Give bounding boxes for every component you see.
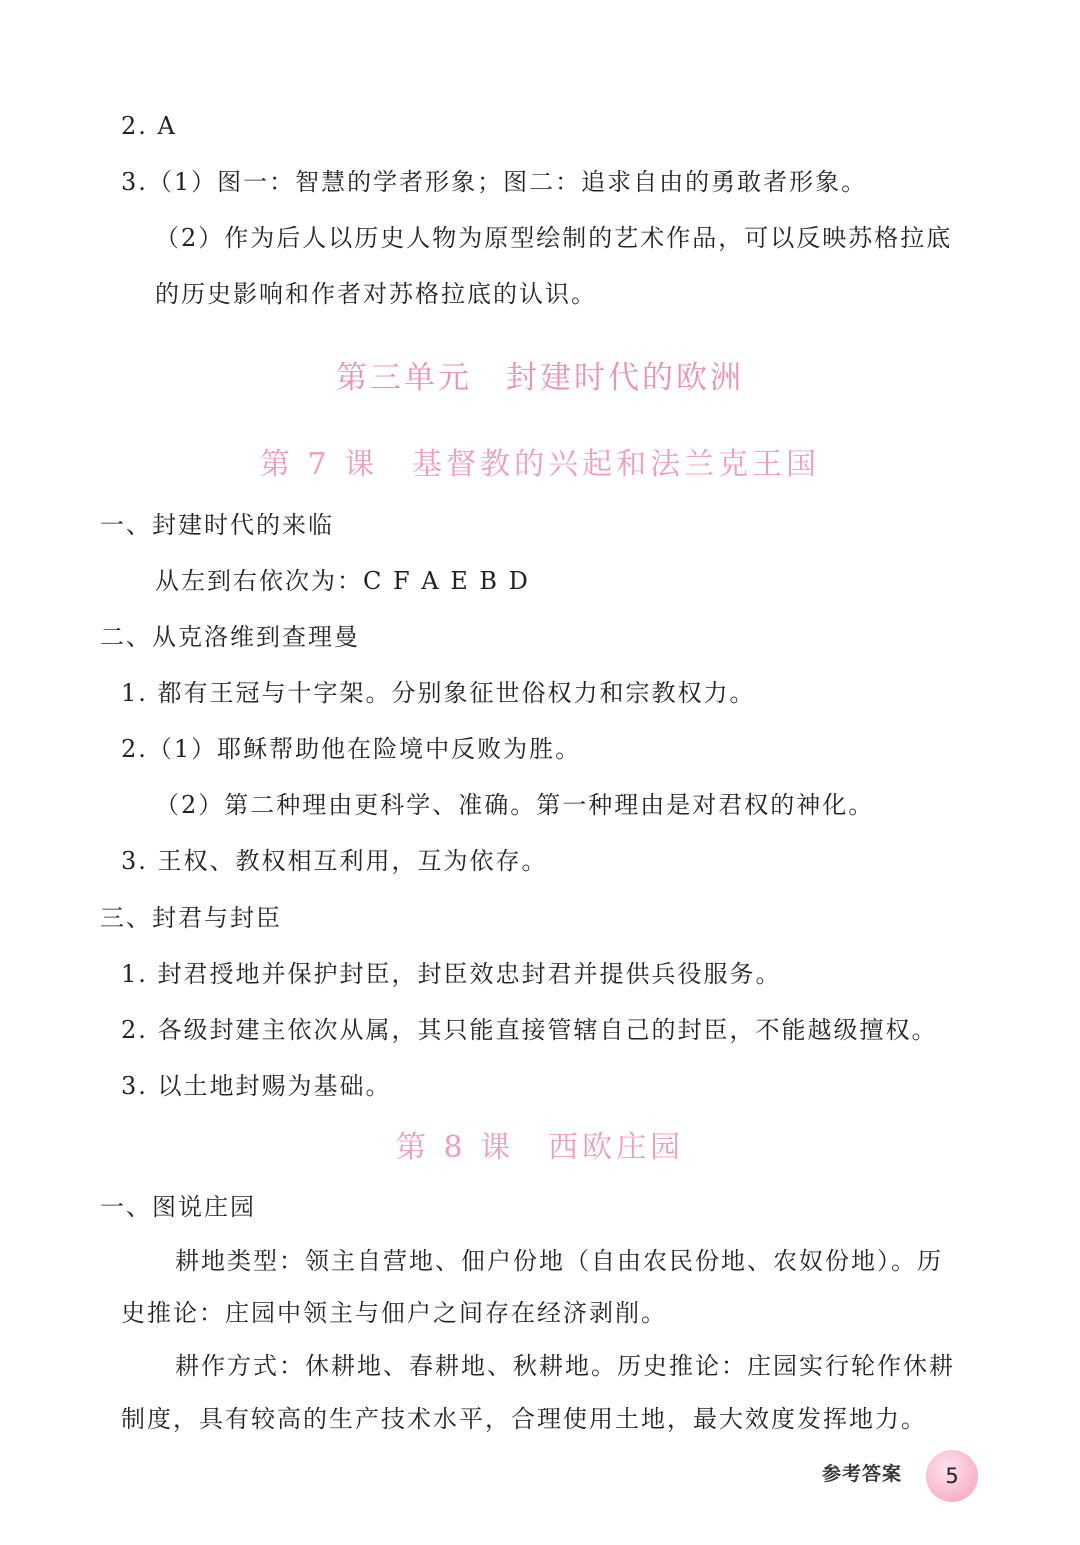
section-1-answer: 从左到右依次为：C F A E B D	[155, 567, 530, 595]
footer-label: 参考答案	[822, 1463, 903, 1485]
section-3-answer-3: 3. 以土地封赐为基础。	[121, 1072, 392, 1100]
section-2-answer-1: 1. 都有王冠与十字架。分别象征世俗权力和宗教权力。	[121, 679, 756, 707]
section-3-answer-1: 1. 封君授地并保护封臣，封臣效忠封君并提供兵役服务。	[121, 960, 782, 988]
paragraph-2-line-1: 耕作方式：休耕地、春耕地、秋耕地。历史推论：庄园实行轮作休耕	[175, 1352, 955, 1380]
answer-2: 2. A	[121, 112, 177, 140]
lesson-8-title: 第 8 课 西欧庄园	[395, 1130, 685, 1165]
page-number-badge	[926, 1450, 978, 1502]
paragraph-2-line-2: 制度，具有较高的生产技术水平，合理使用土地，最大效度发挥地力。	[121, 1405, 927, 1433]
section-heading: 三、封君与封臣	[100, 904, 282, 932]
lesson-7-title: 第 7 课 基督教的兴起和法兰克王国	[259, 447, 821, 482]
unit-title: 第三单元 封建时代的欧洲	[336, 360, 744, 396]
paragraph-1-line-1: 耕地类型：领主自营地、佃户份地（自由农民份地、农奴份地）。历	[175, 1247, 943, 1275]
section-heading: 一、图说庄园	[100, 1193, 256, 1221]
section-2-answer-3: 3. 王权、教权相互利用，互为依存。	[121, 847, 548, 875]
section-3-answer-2: 2. 各级封建主依次从属，其只能直接管辖自己的封臣，不能越级擅权。	[121, 1016, 938, 1044]
answer-3-2-line-1: （2）作为后人以历史人物为原型绘制的艺术作品，可以反映苏格拉底	[155, 224, 953, 252]
section-2-answer-2-2: （2）第二种理由更科学、准确。第一种理由是对君权的神化。	[155, 791, 875, 819]
answer-3-2-line-2: 的历史影响和作者对苏格拉底的认识。	[155, 280, 597, 308]
paragraph-1-line-2: 史推论：庄园中领主与佃户之间存在经济剥削。	[121, 1299, 667, 1327]
section-2-answer-2-1: 2.（1）耶稣帮助他在险境中反败为胜。	[121, 735, 582, 763]
page-number: 5	[945, 1464, 959, 1488]
answer-3-1: 3.（1）图一：智慧的学者形象；图二：追求自由的勇敢者形象。	[121, 168, 868, 196]
section-heading: 二、从克洛维到查理曼	[100, 623, 360, 651]
section-heading: 一、封建时代的来临	[100, 511, 334, 539]
